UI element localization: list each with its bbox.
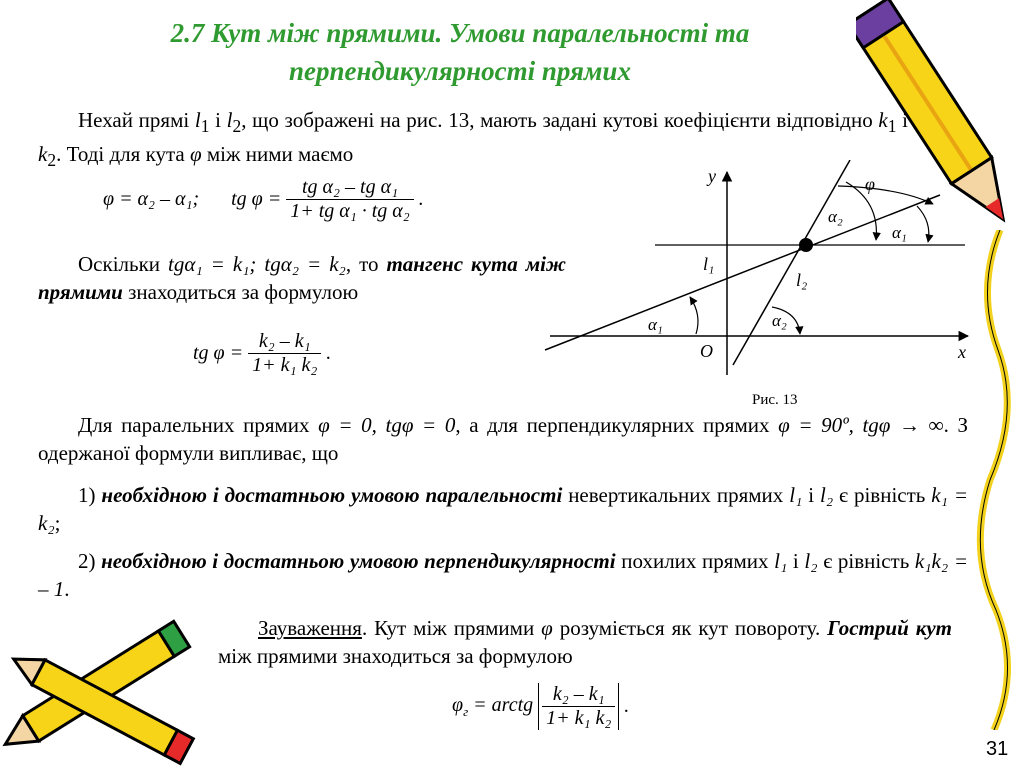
intro-text-3: . Тоді для кута: [56, 142, 190, 167]
formula1-left: φ = α₂ – α₁;: [103, 188, 200, 210]
axis-y-label: y: [708, 166, 716, 186]
formula-angle-difference: [103, 176, 424, 223]
formula3-fraction: [538, 683, 619, 730]
condition-perpendicular: [38, 547, 968, 603]
item2-eq: k₁k₂ = – 1: [38, 549, 968, 601]
parallel-perpendicular-paragraph: [38, 411, 968, 467]
para3-text-3: . З одержаної формули випливає, що: [38, 413, 968, 465]
formula-acute-angle: [452, 683, 629, 730]
remark-text-3: між прямими знаходиться за формулою: [218, 644, 573, 668]
item2-and: і: [787, 549, 805, 573]
formula1-numerator: tg α₂ – tg α₁: [286, 176, 414, 200]
decorative-squiggle-right: [968, 230, 1024, 730]
item1-number: 1): [78, 483, 102, 507]
para2-text-3: знаходиться за формулою: [122, 280, 359, 304]
formula3-arctg: = arctg: [473, 693, 534, 716]
remark-bold: Гострий кут: [827, 616, 952, 640]
coef-k1: k: [878, 108, 888, 132]
arc-alpha1-bottom: [690, 297, 698, 334]
figure-caption: Рис. 13: [752, 392, 798, 408]
title-line-1: 2.7 Кут між прямими. Умови паралельності та: [170, 18, 750, 48]
coef-k2: k: [38, 142, 48, 167]
formula3-denominator: 1+ k₁ k₂: [546, 707, 612, 729]
formula1-fraction: [286, 176, 414, 223]
para3-text-1: Для паралельних прямих: [78, 413, 319, 437]
formula1-denominator: 1+ tg α₁ · tg α₂: [290, 200, 410, 222]
tangent-paragraph: [38, 250, 566, 306]
remark-paragraph: [218, 614, 952, 670]
formula2-denominator: 1+ k₁ k₂: [252, 354, 318, 376]
item1-bold: необхідною і достатньою умовою паралельності: [101, 483, 563, 507]
item1-eq: k₁ = k₂: [38, 483, 968, 535]
alpha1-top-label: α₁: [892, 223, 907, 242]
formula2-fraction: [248, 330, 321, 377]
line-l2-sub: 2: [232, 116, 242, 137]
formula3-lhs-sub: г: [463, 703, 469, 719]
formula1-end: .: [418, 188, 424, 210]
alpha2-top-label: α₂: [828, 207, 843, 226]
formula2-end: .: [326, 342, 332, 364]
para3-text-2: , а для перпендикулярних прямих: [455, 413, 779, 437]
remark-phi: φ: [541, 616, 553, 640]
para3-eq-2: φ = 90º, tgφ → ∞: [778, 413, 944, 437]
item1-text-2: є рівність: [833, 483, 932, 507]
item1-and: і: [802, 483, 820, 507]
coef-k2-sub: 2: [47, 150, 57, 171]
formula-tangent: [193, 330, 331, 377]
condition-parallel: [38, 481, 968, 537]
line-l2-graph: [733, 160, 850, 365]
alpha1-bottom-label: α₁: [648, 315, 663, 334]
remark-text-1: . Кут між прямими: [361, 616, 542, 640]
item2-text-2: є рівність: [817, 549, 915, 573]
page-number: 31: [986, 738, 1009, 760]
page-title: [60, 14, 860, 90]
para2-text-2: , то: [345, 252, 387, 276]
formula1-tg: tg φ =: [231, 188, 282, 210]
pencil-illustration-top-right: [856, 0, 1024, 245]
intro-text-2: , що зображені на рис. 13, мають задані кутові коефіцієнти відповідно: [241, 108, 879, 132]
intersection-point: [799, 238, 813, 252]
item1-l2: l₂: [819, 483, 834, 507]
intro-text-4: між ними маємо: [201, 142, 354, 167]
l1-label: l₁: [703, 254, 715, 274]
phi-label: φ: [865, 174, 875, 194]
axis-x-label: x: [958, 342, 966, 362]
line-l2: l: [226, 108, 233, 132]
coef-k1-sub: 1: [887, 116, 897, 137]
alpha2-bottom-label: α₂: [772, 311, 787, 330]
line-l1: l: [194, 108, 201, 132]
remark-label: Зауваження: [258, 616, 362, 640]
item2-bold: необхідною і достатньою умовою перпендикулярності: [101, 549, 616, 573]
intro-text-1: Нехай прямі: [78, 108, 195, 132]
item2-text-1: похилих прямих: [615, 549, 775, 573]
item2-l1: l₁: [774, 549, 788, 573]
item1-end: ;: [54, 511, 61, 535]
formula3-numerator: k₂ – k₁: [542, 683, 615, 707]
item1-text-1: невертикальних прямих: [562, 483, 790, 507]
item2-l2: l₂: [804, 549, 818, 573]
para2-equation: tgα₁ = k₁; tgα₂ = k₂: [168, 252, 346, 276]
formula2-tg: tg φ =: [193, 342, 244, 364]
remark-text-2: розуміється як кут повороту.: [552, 616, 828, 640]
formula2-numerator: k₂ – k₁: [248, 330, 321, 354]
l2-label: l₂: [796, 270, 808, 290]
pencil-illustration-bottom-left: [0, 618, 215, 768]
intro-and-2: і: [896, 108, 908, 132]
intro-and-1: і: [209, 108, 227, 132]
origin-label: O: [700, 341, 713, 361]
intro-phi: φ: [189, 142, 202, 167]
item2-number: 2): [78, 549, 102, 573]
para2-text-1: Оскільки: [78, 252, 169, 276]
item1-l1: l₁: [789, 483, 803, 507]
para2-bold: тангенс кута між прямими: [38, 252, 566, 304]
item2-end: .: [64, 577, 70, 601]
para3-eq-1: φ = 0, tgφ = 0: [318, 413, 456, 437]
formula3-lhs: φ: [452, 693, 464, 716]
title-line-2: перпендикулярності прямих: [289, 56, 631, 86]
line-l1-sub: 1: [200, 116, 210, 137]
formula3-end: .: [624, 695, 630, 717]
